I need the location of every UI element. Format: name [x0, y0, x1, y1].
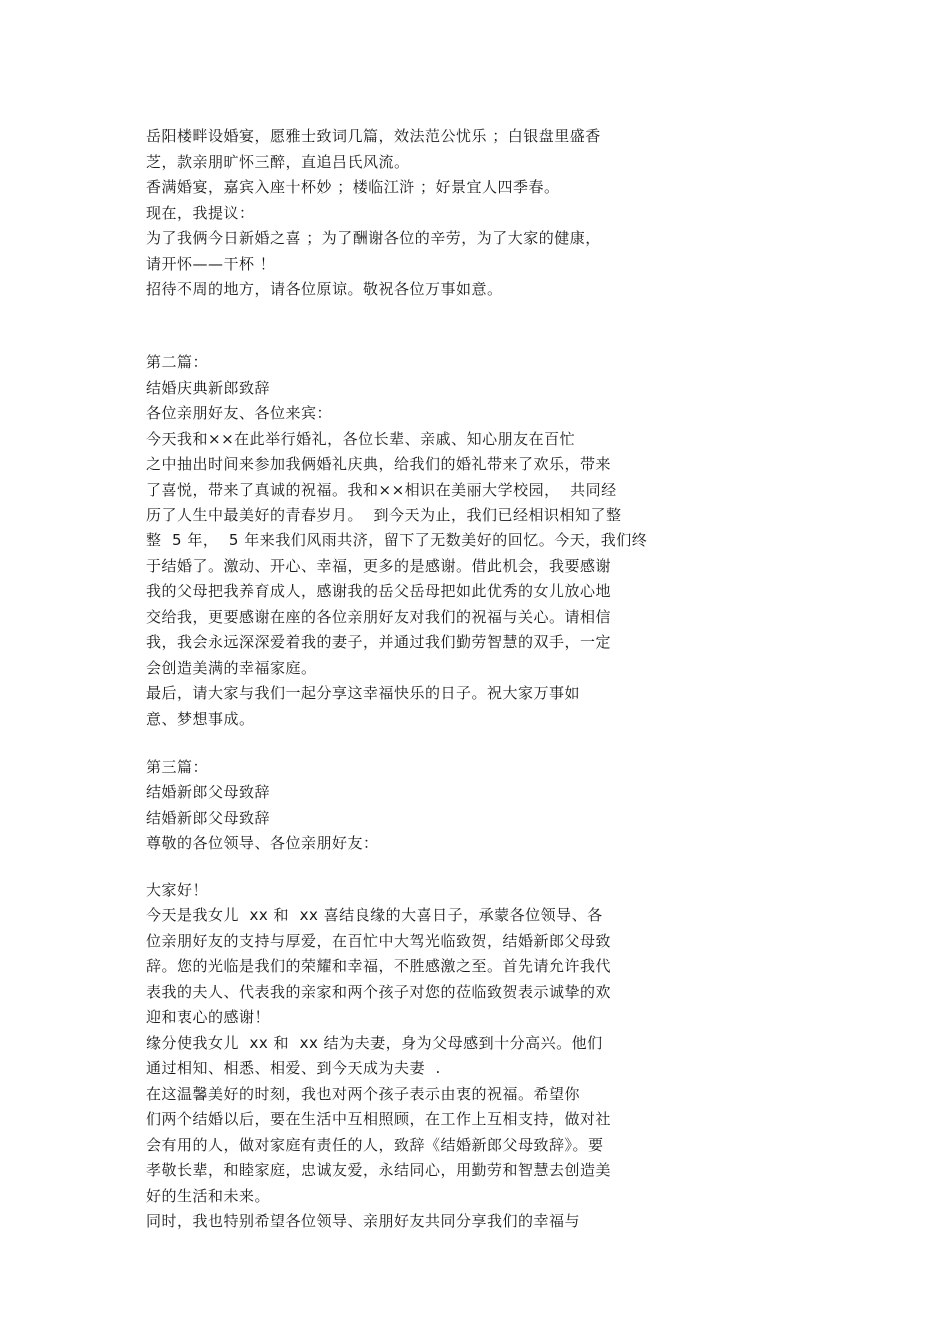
text-line: 招待不周的地方，请各位原谅。敬祝各位万事如意。 [146, 280, 503, 298]
text-line: 表我的夫人、代表我的亲家和两个孩子对您的莅临致贺表示诚挚的欢 [146, 983, 612, 1001]
text-line: 今天我和××在此举行婚礼，各位长辈、亲戚、知心朋友在百忙 [146, 430, 576, 448]
text-line: 好的生活和未来。 [146, 1187, 271, 1205]
text-line: 交给我，更要感谢在座的各位亲朋好友对我们的祝福与关心。请相信 [146, 608, 612, 626]
text-line: 通过相知、相悉、相爱、到今天成为夫妻 . [146, 1059, 441, 1077]
section-title: 结婚庆典新郎致辞 [146, 379, 271, 397]
greeting: 大家好！ [146, 881, 209, 899]
salutation: 尊敬的各位领导、各位亲朋好友： [146, 834, 379, 852]
section-title: 结婚新郎父母致辞 [146, 783, 271, 801]
text-line: 整 5 年， 5 年来我们风雨共济，留下了无数美好的回忆。今天，我们终 [146, 531, 648, 549]
section-heading: 第二篇： [146, 353, 209, 371]
text-line: 之中抽出时间来参加我俩婚礼庆典，给我们的婚礼带来了欢乐，带来 [146, 455, 612, 473]
text-line: 们两个结婚以后，要在生活中互相照顾，在工作上互相支持，做对社 [146, 1110, 612, 1128]
text-line: 辞。您的光临是我们的荣耀和幸福，不胜感激之至。首先请允许我代 [146, 957, 612, 975]
text-line: 为了我俩今日新婚之喜 ；为了酬谢各位的辛劳，为了大家的健康， [146, 229, 601, 247]
text-line: 意、梦想事成。 [146, 710, 255, 728]
section-heading: 第三篇： [146, 758, 209, 776]
text-line: 我，我会永远深深爱着我的妻子，并通过我们勤劳智慧的双手，一定 [146, 633, 612, 651]
text-line: 在这温馨美好的时刻，我也对两个孩子表示由衷的祝福。希望你 [146, 1085, 581, 1103]
text-line: 香满婚宴，嘉宾入座十杯妙 ；楼临江浒 ；好景宜人四季春。 [146, 178, 560, 196]
text-line: 孝敬长辈，和睦家庭，忠诚友爱，永结同心，用勤劳和智慧去创造美 [146, 1161, 612, 1179]
text-line: 位亲朋好友的支持与厚爱，在百忙中大驾光临致贺，结婚新郎父母致 [146, 932, 612, 950]
salutation: 各位亲朋好友、各位来宾： [146, 404, 333, 422]
text-line: 同时，我也特别希望各位领导、亲朋好友共同分享我们的幸福与 [146, 1212, 581, 1230]
text-line: 历了人生中最美好的青春岁月。 到今天为止，我们已经相识相知了整 [146, 506, 622, 524]
text-line: 今天是我女儿 xx 和 xx 喜结良缘的大喜日子，承蒙各位领导、各 [146, 906, 603, 924]
text-line: 请开怀——干杯 ！ [146, 255, 276, 273]
text-line: 现在，我提议： [146, 204, 255, 222]
text-line: 会创造美满的幸福家庭。 [146, 659, 317, 677]
text-line: 芝，款亲朋旷怀三醉，直追吕氏风流。 [146, 153, 410, 171]
text-line: 于结婚了。激动、开心、幸福，更多的是感谢。借此机会，我要感谢 [146, 557, 612, 575]
text-line: 最后，请大家与我们一起分享这幸福快乐的日子。祝大家万事如 [146, 684, 581, 702]
text-line: 岳阳楼畔设婚宴，愿雅士致词几篇，效法范公忧乐 ；白银盘里盛香 [146, 127, 601, 145]
text-line: 会有用的人，做对家庭有责任的人，致辞《结婚新郎父母致辞》。要 [146, 1136, 604, 1154]
text-line: 缘分使我女儿 xx 和 xx 结为夫妻，身为父母感到十分高兴。他们 [146, 1034, 603, 1052]
text-line: 我的父母把我养育成人，感谢我的岳父岳母把如此优秀的女儿放心地 [146, 582, 612, 600]
section-title: 结婚新郎父母致辞 [146, 809, 271, 827]
text-line: 了喜悦，带来了真诚的祝福。我和××相识在美丽大学校园， 共同经 [146, 481, 617, 499]
text-line: 迎和衷心的感谢！ [146, 1008, 271, 1026]
